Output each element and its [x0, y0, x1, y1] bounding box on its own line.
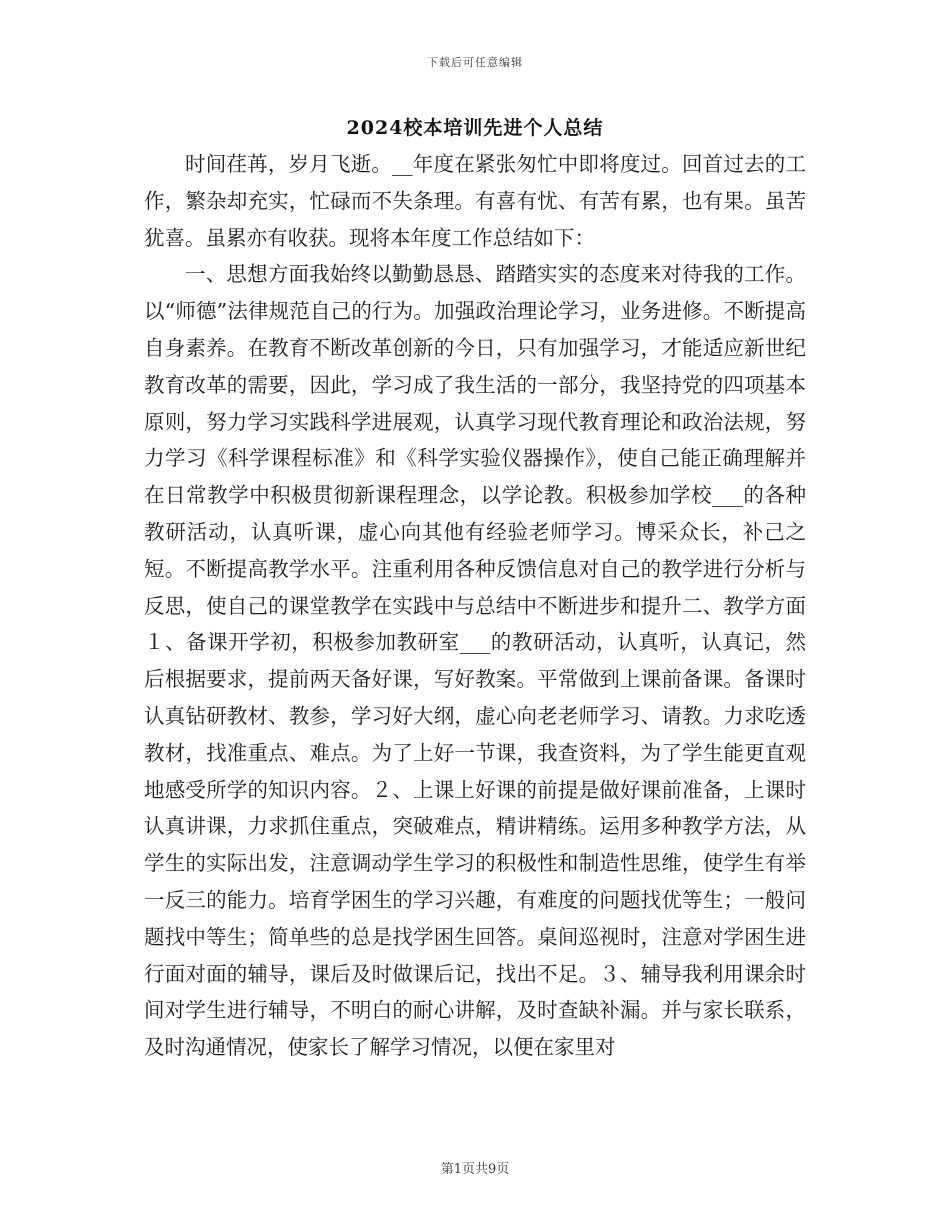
document-body	[144, 146, 806, 1066]
document-title: 2024校本培训先进个人总结	[346, 117, 604, 139]
paragraph-intro: 时间荏苒，岁月飞逝。__年度在紧张匆忙中即将度过。回首过去的工作，繁杂却充实，忙碌而不失条理。有喜有忧、有苦有累，也有果。虽苦犹喜。虽累亦有收获。现将本年度工作总结如下：	[144, 152, 806, 250]
page-header-note: 下载后可任意编辑	[427, 56, 523, 69]
page-number: 第1页共9页	[440, 1162, 510, 1177]
paragraph-main: 一、思想方面我始终以勤勤恳恳、踏踏实实的态度来对待我的工作。以“师德”法律规范自己的行为。加强政治理论学习，业务进修。不断提高自身素养。在教育不断改革创新的今日，只有加强学习，才能适应新世纪教育改革的需要，因此，学习成了我生活的一部分，我坚持党的四项基本原则，努力学习实践科学进展观，认真学习现代教育理论和政治法规，努力学习《科学课程标准》和《科学实验仪器操作》，使自己能正确理解并在日常教学中积极贯彻新课程理念，以学论教。积极参加学校___的各种教研活动，认真听课，虚心向其他有经验老师学习。博采众长，补己之短。不断提高教学水平。注重利用各种反馈信息对自己的教学进行分析与反思，使自己的课堂教学在实践中与总结中不断进步和提升二、教学方面１、备课开学初，积极参加教研室___的教研活动，认真听，认真记，然后根据要求，提前两天备好课，写好教案。平常做到上课前备课。备课时认真钻研教材、教参，学习好大纲，虚心向老老师学习、请教。力求吃透教材，找准重点、难点。为了上好一节课，我查资料，为了学生能更直观地感受所学的知识内容。２、上课上好课的前提是做好课前准备，上课时认真讲课，力求抓住重点，突破难点，精讲精练。运用多种教学方法，从学生的实际出发，注意调动学生学习的积极性和制造性思维，使学生有举一反三的能力。培育学困生的学习兴趣，有难度的问题找优等生；一般问题找中等生；简单些的总是找学困生回答。桌间巡视时，注意对学困生进行面对面的辅导，课后及时做课后记，找出不足。３、辅导我利用课余时间对学生进行辅导，不明白的耐心讲解，及时查缺补漏。并与家长联系，及时沟通情况，使家长了解学习情况，以便在家里对	[144, 262, 806, 1060]
